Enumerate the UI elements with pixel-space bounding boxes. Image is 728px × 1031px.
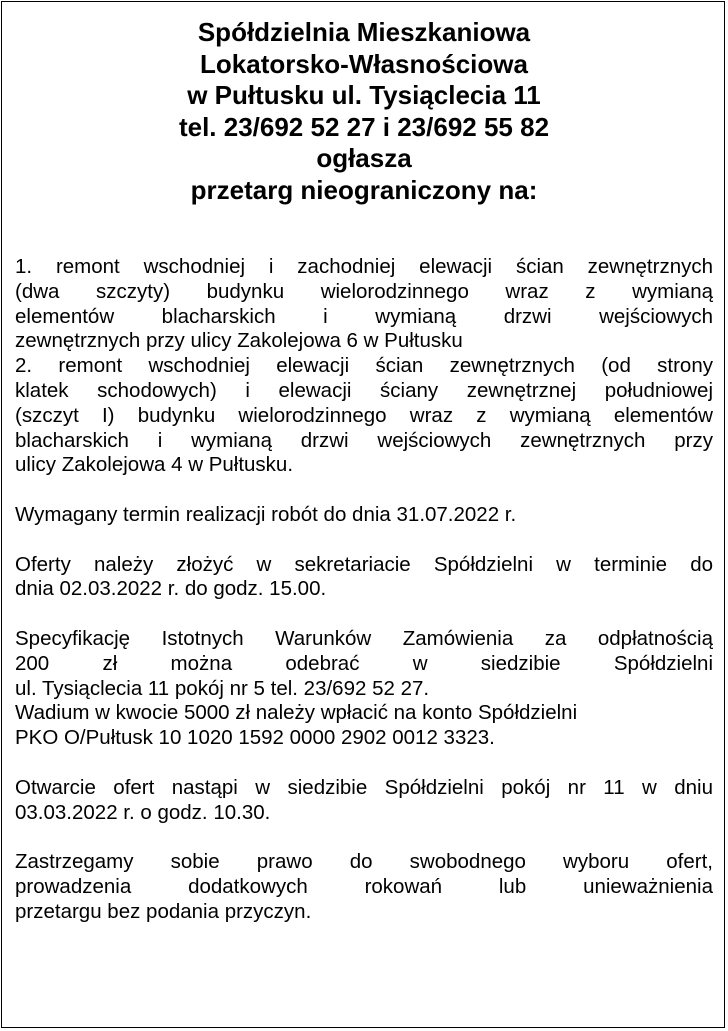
text-line: prowadzenia dodatkowych rokowań lub unieważnienia bbox=[15, 874, 713, 898]
text-line: przetargu bez podania przyczyn. bbox=[15, 899, 312, 923]
tender-item-2 bbox=[15, 354, 713, 478]
announcement-body bbox=[15, 255, 713, 925]
cooperative-name: Spółdzielnia Mieszkaniowa bbox=[197, 17, 531, 47]
text-line: blacharskich i wymianą drzwi wejściowych zewnętrznych przy bbox=[15, 428, 713, 452]
text-line: (dwa szczyty) budynku wielorodzinnego wraz z wymianą bbox=[15, 279, 713, 303]
siwz-paragraph bbox=[15, 627, 713, 751]
cooperative-phone: tel. 23/692 52 27 i 23/692 55 82 bbox=[178, 111, 550, 142]
deadline-text: Wymagany termin realizacji robót do dnia 31.07.2022 r. bbox=[15, 502, 517, 526]
text-line: ulicy Zakolejowa 4 w Pułtusku. bbox=[15, 453, 294, 477]
text-line: Specyfikację Istotnych Warunków Zamówienia za odpłatnością bbox=[15, 626, 713, 650]
cooperative-address: w Pułtusku ul. Tysiąclecia 11 bbox=[187, 80, 541, 110]
offers-paragraph bbox=[15, 553, 713, 603]
text-line: 1. remont wschodniej i zachodniej elewacji ścian zewnętrznych bbox=[15, 255, 713, 278]
text-line: Zastrzegamy sobie prawo do swobodnego wyboru ofert, bbox=[15, 850, 713, 874]
text-line: Otwarcie ofert nastąpi w siedzibie Spółdzielni pokój nr 11 w dniu bbox=[15, 775, 713, 799]
cooperative-type: Lokatorsko-Własnościowa bbox=[200, 48, 528, 79]
tender-title: przetarg nieograniczony na: bbox=[190, 174, 538, 205]
reservation-paragraph bbox=[15, 850, 713, 924]
text-line: elementów blacharskich i wymianą drzwi wejściowych bbox=[15, 304, 713, 328]
text-line: (szczyt I) budynku wielorodzinnego wraz z wymianą elementów bbox=[15, 403, 713, 427]
text-line: PKO O/Pułtusk 10 1020 1592 0000 2902 0012 3323. bbox=[15, 726, 495, 750]
text-line: zewnętrznych przy ulicy Zakolejowa 6 w Pułtusku bbox=[15, 329, 463, 353]
text-line: 2. remont wschodniej elewacji ścian zewnętrznych (od strony bbox=[15, 354, 713, 378]
announcement-header bbox=[0, 17, 728, 206]
tender-item-1 bbox=[15, 255, 713, 354]
text-line: 200 zł można odebrać w siedzibie Spółdzielni bbox=[15, 651, 713, 675]
announces-label: ogłasza bbox=[316, 143, 412, 173]
text-line: klatek schodowych) i elewacji ściany zewnętrznej południowej bbox=[15, 378, 713, 402]
text-line: 03.03.2022 r. o godz. 10.30. bbox=[15, 800, 271, 824]
text-line: Wadium w kwocie 5000 zł należy wpłacić na konto Spółdzielni bbox=[15, 701, 578, 725]
opening-paragraph bbox=[15, 776, 713, 826]
text-line: Oferty należy złożyć w sekretariacie Spółdzielni w terminie do bbox=[15, 552, 713, 576]
text-line: dnia 02.03.2022 r. do godz. 15.00. bbox=[15, 577, 327, 601]
text-line: ul. Tysiąclecia 11 pokój nr 5 tel. 23/692 52 27. bbox=[15, 676, 430, 700]
